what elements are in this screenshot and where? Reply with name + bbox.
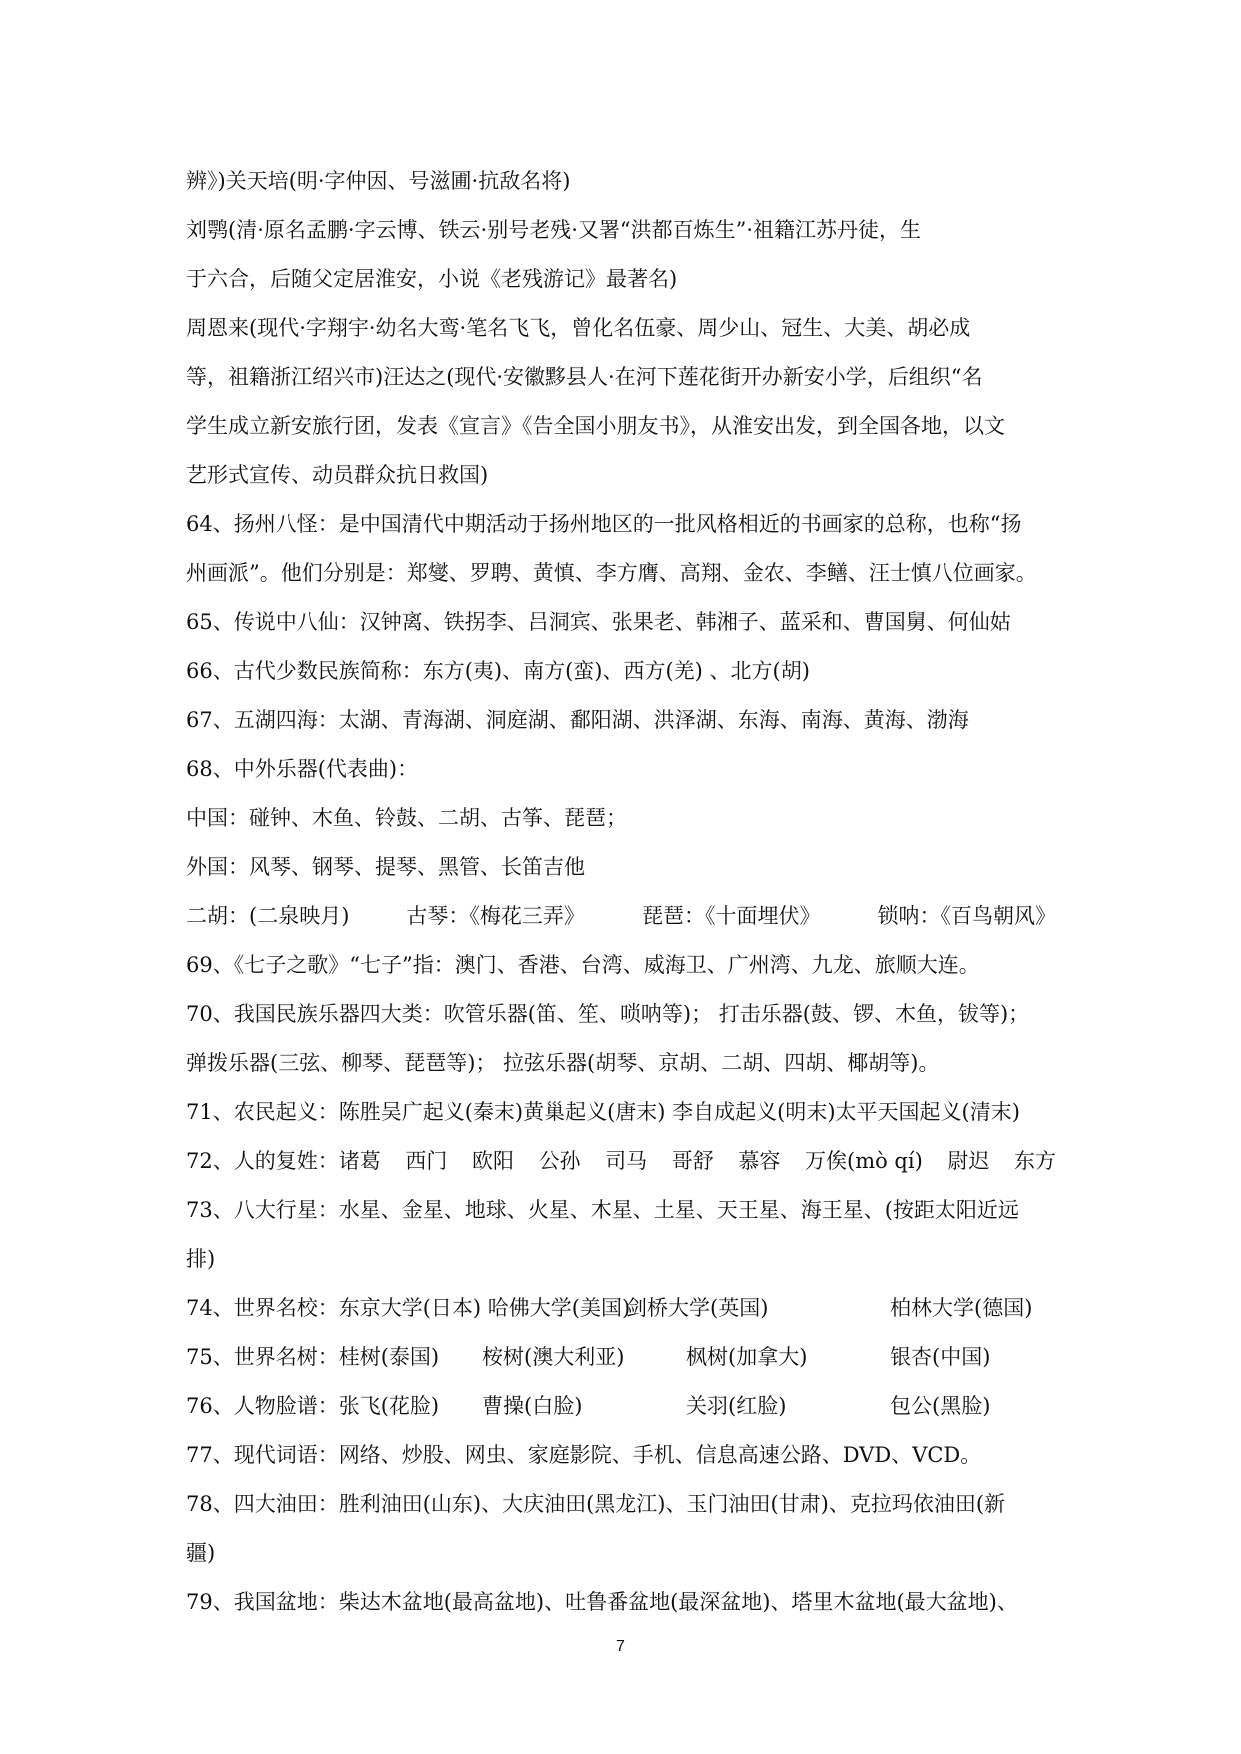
instrument-pieces-row [186,892,1056,941]
item-71: 71、农民起义：陈胜吴广起义(秦末)黄巢起义(唐末) 李自成起义(明末)太平天国起义(清末) [186,1100,1020,1124]
item-70: 70、我国民族乐器四大类：吹管乐器(笛、笙、唢呐等)； 打击乐器(鼓、锣、木鱼，钹等)； [186,1002,1030,1026]
face-cell: 曹操(白脸) [482,1394,583,1418]
surname-cell: 司马 [605,1149,648,1173]
item-68: 68、中外乐器(代表曲)： [186,757,419,781]
text-line: 刘鹗(清·原名孟鹏·字云博、铁云·别号老残·又署“洪都百炼生”·祖籍江苏丹徒，生 [186,218,922,242]
tree-cell: 75、世界名树：桂树(泰国) [186,1345,440,1369]
text-line: 学生成立新安旅行团，发表《宣言》《告全国小朋友书》，从淮安出发，到全国各地，以文 [186,414,1005,438]
text-line: 中国：碰钟、木鱼、铃鼓、二胡、古筝、琵琶； [186,806,627,830]
face-cell: 包公(黑脸) [890,1394,991,1418]
item-66: 66、古代少数民族简称：东方(夷)、南方(蛮)、西方(羌) 、北方(胡) [186,659,810,683]
text-line: 州画派”。他们分别是：郑燮、罗聘、黄慎、李方膺、高翔、金农、李鳝、汪士慎八位画家。 [186,561,1037,585]
text-line: 外国：风琴、钢琴、提琴、黑管、长笛吉他 [186,855,585,879]
text-line: 弹拨乐器(三弦、柳琴、琵琶等)； 拉弦乐器(胡琴、京胡、二胡、四胡、椰胡等)。 [186,1051,940,1075]
text-line: 周恩来(现代·字翔宇·幼名大鸾·笔名飞飞，曾化名伍豪、周少山、冠生、大美、胡必成 [186,316,971,340]
text-line: 辨》)关天培(明·字仲因、号滋圃·抗敌名将) [186,169,571,193]
item-67: 67、五湖四海：太湖、青海湖、洞庭湖、鄱阳湖、洪泽湖、东海、南海、黄海、渤海 [186,708,969,732]
surname-cell: 哥舒 [671,1149,714,1173]
item-74 [186,1284,1056,1333]
school-cell: 剑桥大学(英国) [626,1296,769,1320]
item-72 [186,1137,1056,1186]
tree-cell: 枫树(加拿大) [686,1345,808,1369]
text-line: 于六合，后随父定居淮安，小说《老残游记》最著名) [186,267,678,291]
tree-cell: 桉树(澳大利亚) [482,1345,625,1369]
document-body [186,157,1056,1627]
face-cell: 76、人物脸谱：张飞(花脸) [186,1394,440,1418]
surname-cell: 公孙 [538,1149,581,1173]
school-cell: 柏林大学(德国) [890,1296,1033,1320]
piece-suona: 锁呐：《百鸟朝风》 [877,904,1056,928]
page-number: 7 [616,1638,625,1655]
surname-cell: 万俟(mò qí) [805,1149,923,1173]
surname-cell: 欧阳 [471,1149,514,1173]
surname-cell: 72、人的复姓：诸葛 [186,1149,381,1173]
item-65: 65、传说中八仙：汉钟离、铁拐李、吕洞宾、张果老、韩湘子、蓝采和、曹国舅、何仙姑 [186,610,1011,634]
text-line: 等，祖籍浙江绍兴市)汪达之(现代·安徽黟县人·在河下莲花街开办新安小学，后组织“名 [186,365,983,389]
text-line: 排) [186,1247,216,1271]
piece-pipa: 琵琶：《十面埋伏》 [641,904,821,928]
item-76 [186,1382,1056,1431]
item-73: 73、八大行星：水星、金星、地球、火星、木星、土星、天王星、海王星、(按距太阳近远 [186,1198,1019,1222]
piece-erhu: 二胡：(二泉映月) [186,904,350,928]
item-64: 64、扬州八怪：是中国清代中期活动于扬州地区的一批风格相近的书画家的总称，也称“扬 [186,512,1022,536]
text-line: 艺形式宣传、动员群众抗日救国) [186,463,489,487]
item-79: 79、我国盆地：柴达木盆地(最高盆地)、吐鲁番盆地(最深盆地)、塔里木盆地(最大盆地)、 [186,1590,1018,1614]
surname-cell: 西门 [405,1149,448,1173]
text-line: 疆) [186,1541,216,1565]
item-78: 78、四大油田：胜利油田(山东)、大庆油田(黑龙江)、玉门油田(甘肃)、克拉玛依油田(新 [186,1492,1006,1516]
item-75 [186,1333,1056,1382]
surname-cell: 尉迟 [947,1149,990,1173]
item-77: 77、现代词语：网络、炒股、网虫、家庭影院、手机、信息高速公路、DVD、VCD。 [186,1443,982,1467]
piece-guqin: 古琴：《梅花三弄》 [406,904,585,928]
tree-cell: 银杏(中国) [890,1345,991,1369]
surname-cell: 慕容 [738,1149,781,1173]
surname-cell: 东方 [1014,1149,1056,1173]
item-69: 69、《七子之歌》“七子”指：澳门、香港、台湾、威海卫、广州湾、九龙、旅顺大连。 [186,953,980,977]
school-cell: 74、世界名校：东京大学(日本) 哈佛大学(美国) [186,1296,631,1320]
face-cell: 关羽(红脸) [686,1394,787,1418]
